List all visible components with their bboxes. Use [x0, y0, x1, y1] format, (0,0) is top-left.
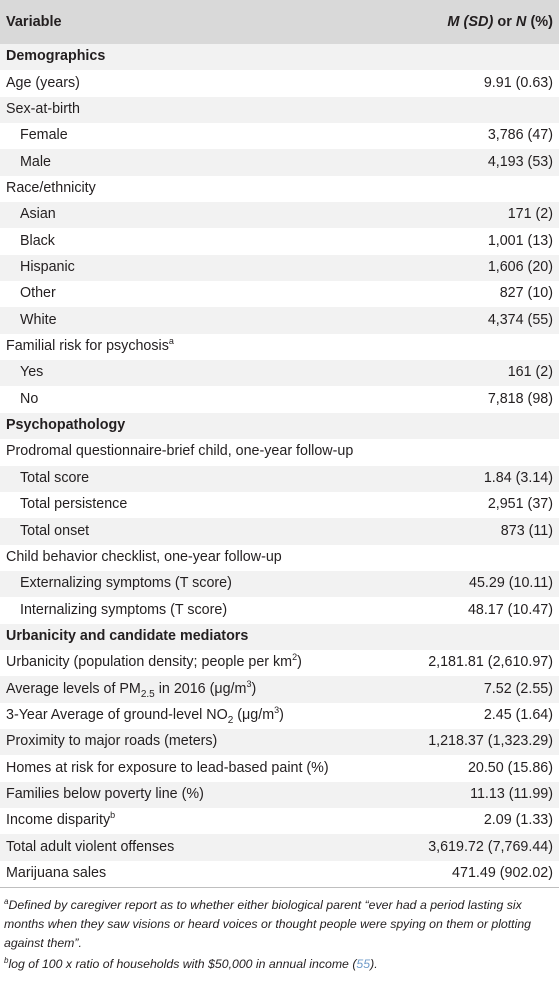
row-label: No: [20, 390, 39, 407]
row-value: 171 (2): [507, 206, 553, 223]
row-label: Sex-at-birth: [6, 101, 80, 117]
row-label: Black: [20, 232, 55, 249]
table-row: [0, 202, 559, 228]
table-header-row: [0, 0, 559, 44]
header-variable: Variable: [6, 14, 62, 30]
row-value: 873 (11): [500, 522, 553, 539]
row-label: Yes: [20, 364, 44, 381]
table-row: [0, 439, 559, 465]
footnote-b: $^b$log of 100 x ratio of households with $50,000 in annual income (55).: [4, 955, 378, 971]
row-label: Total adult violent offenses: [6, 838, 175, 855]
row-label: Families below poverty line (%): [6, 785, 204, 802]
table-footnotes: [0, 887, 559, 974]
row-value: 11.13 (11.99): [470, 785, 553, 802]
table-row: [0, 176, 559, 202]
row-value: 3,619.72 (7,769.44): [428, 838, 553, 855]
table-row: [0, 650, 559, 676]
row-label: Male: [20, 153, 51, 170]
row-value: 471.49 (902.02): [452, 864, 553, 881]
table-body: [0, 44, 559, 887]
table-row: [0, 228, 559, 254]
row-value: 1.84 (3.14): [483, 469, 553, 486]
row-label: Prodromal questionnaire-brief child, one-year follow-up: [6, 443, 354, 460]
row-label: Proximity to major roads (meters): [6, 733, 218, 750]
row-value: 161 (2): [507, 364, 553, 381]
row-value: 3,786 (47): [487, 127, 553, 144]
row-label: Hispanic: [20, 259, 75, 276]
row-value: 2.45 (1.64): [483, 706, 553, 723]
row-value: 4,193 (53): [487, 153, 553, 170]
table-row: [0, 255, 559, 281]
table-row: [0, 518, 559, 544]
table-row: [0, 360, 559, 386]
row-label: Other: [20, 285, 56, 302]
row-value: [365, 176, 559, 202]
row-value: [365, 624, 559, 650]
row-label: Average levels of $PM_{2.5}$ in 2016 $(\mu g/m^3)$: [6, 678, 257, 700]
table-row: [0, 808, 559, 834]
section-header-row: [0, 413, 559, 439]
row-value: [365, 44, 559, 70]
table-row: [0, 676, 559, 702]
row-value: 1,001 (13): [487, 232, 553, 249]
table-row: [0, 755, 559, 781]
row-value: 7,818 (98): [487, 390, 553, 407]
row-value: 1,218.37 (1,323.29): [428, 733, 553, 750]
row-value: [365, 439, 559, 465]
row-value: 4,374 (55): [487, 311, 553, 328]
section-header-row: [0, 624, 559, 650]
table-row: [0, 307, 559, 333]
table-row: [0, 492, 559, 518]
row-label: 3-Year Average of ground-level $NO_2$ $(\mu g/m^3)$: [6, 705, 284, 726]
row-label: Total score: [20, 469, 90, 486]
row-label: Internalizing symptoms (T score): [20, 601, 228, 618]
table-row: [0, 97, 559, 123]
table-row: [0, 703, 559, 729]
row-label: Total persistence: [20, 496, 128, 513]
row-label: Asian: [20, 206, 56, 223]
row-value: 2.09 (1.33): [483, 812, 553, 829]
row-value: [365, 97, 559, 123]
row-label: Child behavior checklist, one-year follow-up: [6, 548, 282, 565]
row-value: [365, 413, 559, 439]
table-row: [0, 597, 559, 623]
reference-link[interactable]: 55: [356, 957, 371, 971]
row-value: 48.17 (10.47): [467, 601, 553, 618]
table-row: [0, 782, 559, 808]
table-row: [0, 123, 559, 149]
row-value: 45.29 (10.11): [469, 575, 553, 592]
row-label: Total onset: [20, 522, 90, 539]
section-header-row: [0, 44, 559, 70]
row-value: [365, 334, 559, 360]
header-statistic: M (SD) or N (%): [447, 14, 553, 30]
row-label: White: [20, 311, 57, 328]
row-value: 827 (10): [499, 285, 553, 302]
table-row: [0, 386, 559, 412]
table-row: [0, 545, 559, 571]
row-label: Marijuana sales: [6, 864, 107, 881]
table-row: [0, 466, 559, 492]
row-value: 7.52 (2.55): [483, 680, 553, 697]
row-label: Urbanicity (population density; people per $km^2$): [6, 652, 302, 671]
table-row: [0, 834, 559, 860]
row-label: Demographics: [6, 48, 106, 65]
row-label: Income disparity$^b$: [6, 810, 116, 829]
row-label: Race/ethnicity: [6, 180, 96, 197]
row-label: Age (years): [6, 74, 80, 91]
row-label: Urbanicity and candidate mediators: [6, 627, 249, 644]
row-value: 2,951 (37): [487, 496, 553, 513]
row-value: 20.50 (15.86): [467, 759, 553, 776]
row-value: 2,181.81 (2,610.97): [428, 654, 553, 671]
row-value: 1,606 (20): [487, 259, 553, 276]
table-row: [0, 334, 559, 360]
row-label: Female: [20, 127, 68, 144]
row-label: Homes at risk for exposure to lead-based paint (%): [6, 759, 329, 776]
row-label: Psychopathology: [6, 417, 126, 434]
row-label: Externalizing symptoms (T score): [20, 575, 232, 592]
table-row: [0, 281, 559, 307]
row-value: [365, 545, 559, 571]
table-row: [0, 861, 559, 887]
table-row: [0, 70, 559, 96]
table-row: [0, 729, 559, 755]
row-value: 9.91 (0.63): [483, 74, 553, 91]
table-row: [0, 149, 559, 175]
footnote-a: $^a$Defined by caregiver report as to whether either biological parent “ever had a period lasting six months when they saw visions or heard voices or thought people were spying on them or plotting against them”.: [4, 896, 532, 950]
row-label: Familial risk for psychosis$^a$: [6, 336, 174, 355]
table-row: [0, 571, 559, 597]
